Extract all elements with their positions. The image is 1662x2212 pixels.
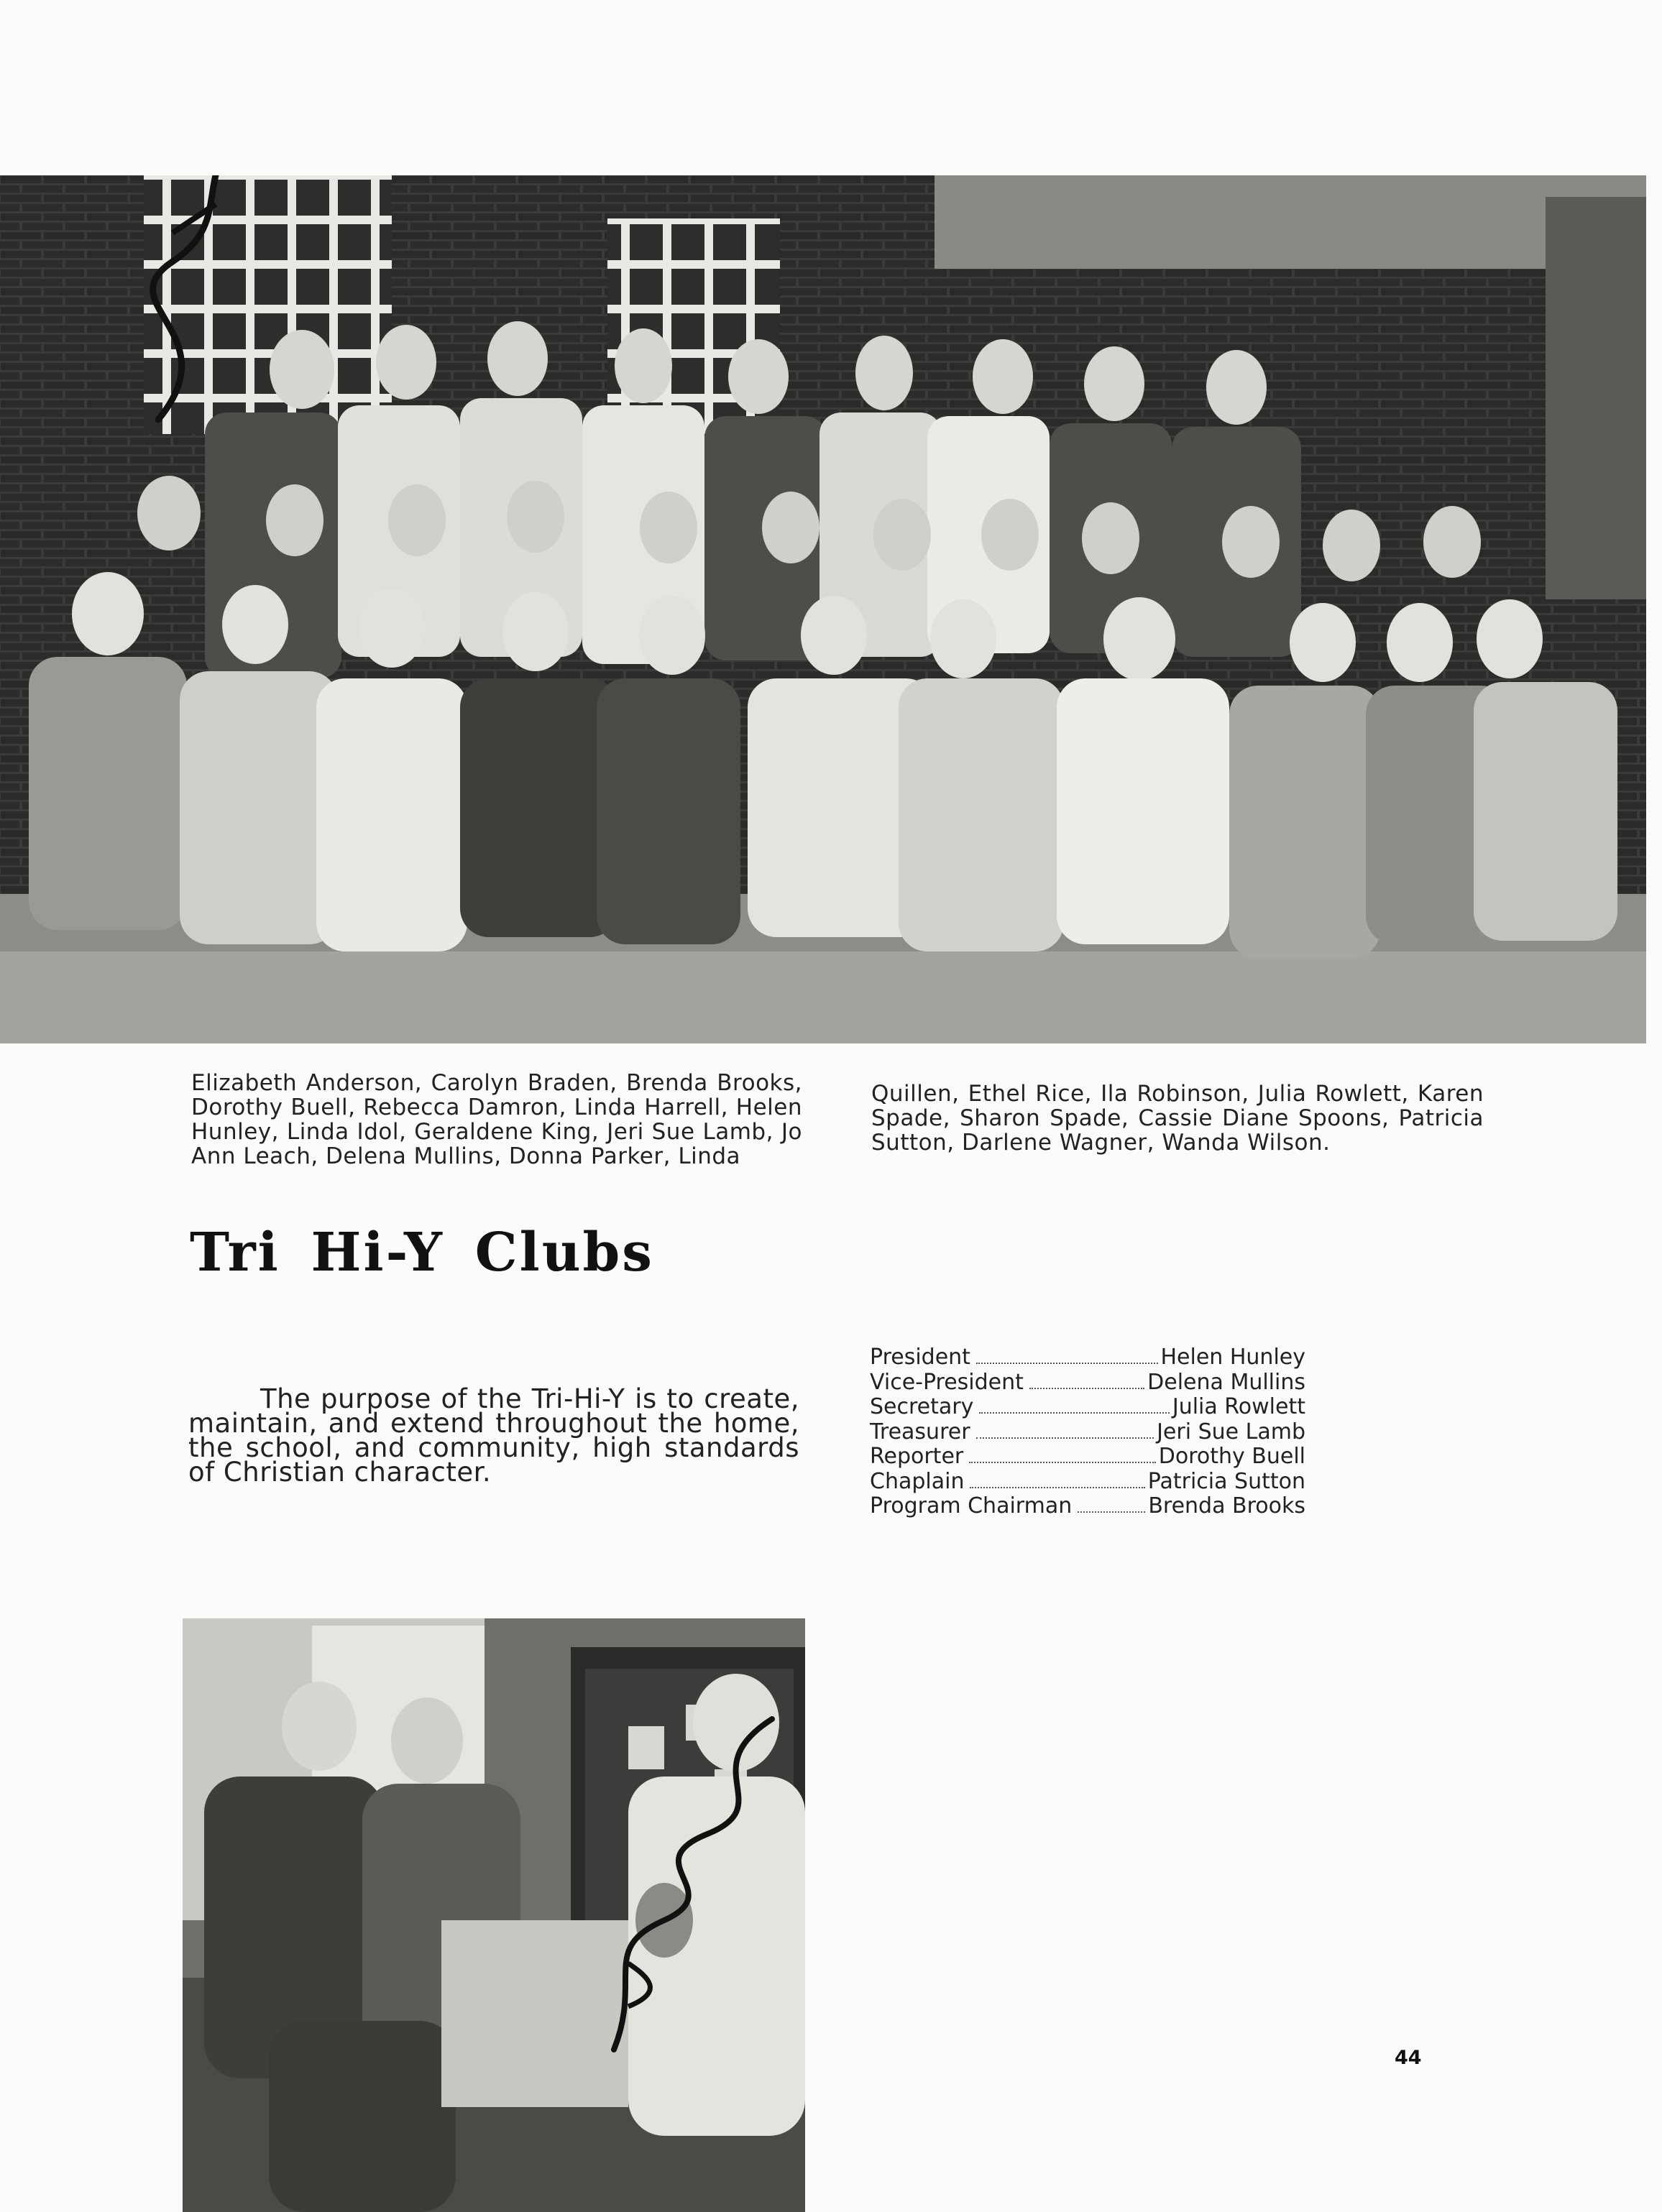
officer-row: [870, 1470, 1305, 1495]
officer-role: Reporter: [870, 1444, 964, 1469]
officer-role: Treasurer: [870, 1419, 970, 1444]
officer-role: Secretary: [870, 1394, 974, 1419]
officer-role: Chaplain: [870, 1468, 965, 1494]
purpose-text: The purpose of the Tri-Hi-Y is to create, maintain, and extend throughout the home, the school, and community, high standards of Christian character.: [188, 1383, 799, 1488]
officers-list: [870, 1345, 1305, 1519]
candid-photo: [183, 1618, 805, 2212]
member-names-left: Elizabeth Anderson, Carolyn Braden, Brenda Brooks, Dorothy Buell, Rebecca Damron, Linda Harrell, Helen Hunley, Linda Idol, Geraldene King, Jeri Sue Lamb, Jo Ann Leach, Delena Mullins, Donna Parker, Linda: [191, 1070, 802, 1169]
officer-role: Vice-President: [870, 1369, 1024, 1395]
group-photo: [0, 175, 1646, 1043]
officer-row: [870, 1494, 1305, 1519]
officer-row: [870, 1345, 1305, 1370]
officer-role: President: [870, 1345, 970, 1370]
page-number: 44: [1395, 2047, 1422, 2069]
officer-name: Delena Mullins: [1147, 1369, 1305, 1395]
officer-role: Program Chairman: [870, 1493, 1073, 1519]
officer-row: [870, 1444, 1305, 1470]
officer-name: Brenda Brooks: [1148, 1493, 1305, 1519]
officer-row: [870, 1370, 1305, 1396]
officer-row: [870, 1420, 1305, 1445]
officer-name: Patricia Sutton: [1147, 1468, 1305, 1494]
purpose-paragraph: [188, 1383, 799, 1488]
officer-row: [870, 1395, 1305, 1420]
officer-name: Dorothy Buell: [1158, 1444, 1305, 1469]
page-title: Tri Hi-Y Clubs: [190, 1222, 654, 1284]
officer-name: Jeri Sue Lamb: [1157, 1419, 1305, 1444]
member-names-right: Quillen, Ethel Rice, Ila Robinson, Julia Rowlett, Karen Spade, Sharon Spade, Cassie Diane Spoons, Patricia Sutton, Darlene Wagner, Wanda Wilson.: [871, 1081, 1484, 1156]
officer-name: Julia Rowlett: [1172, 1394, 1305, 1419]
officer-name: Helen Hunley: [1160, 1345, 1305, 1370]
